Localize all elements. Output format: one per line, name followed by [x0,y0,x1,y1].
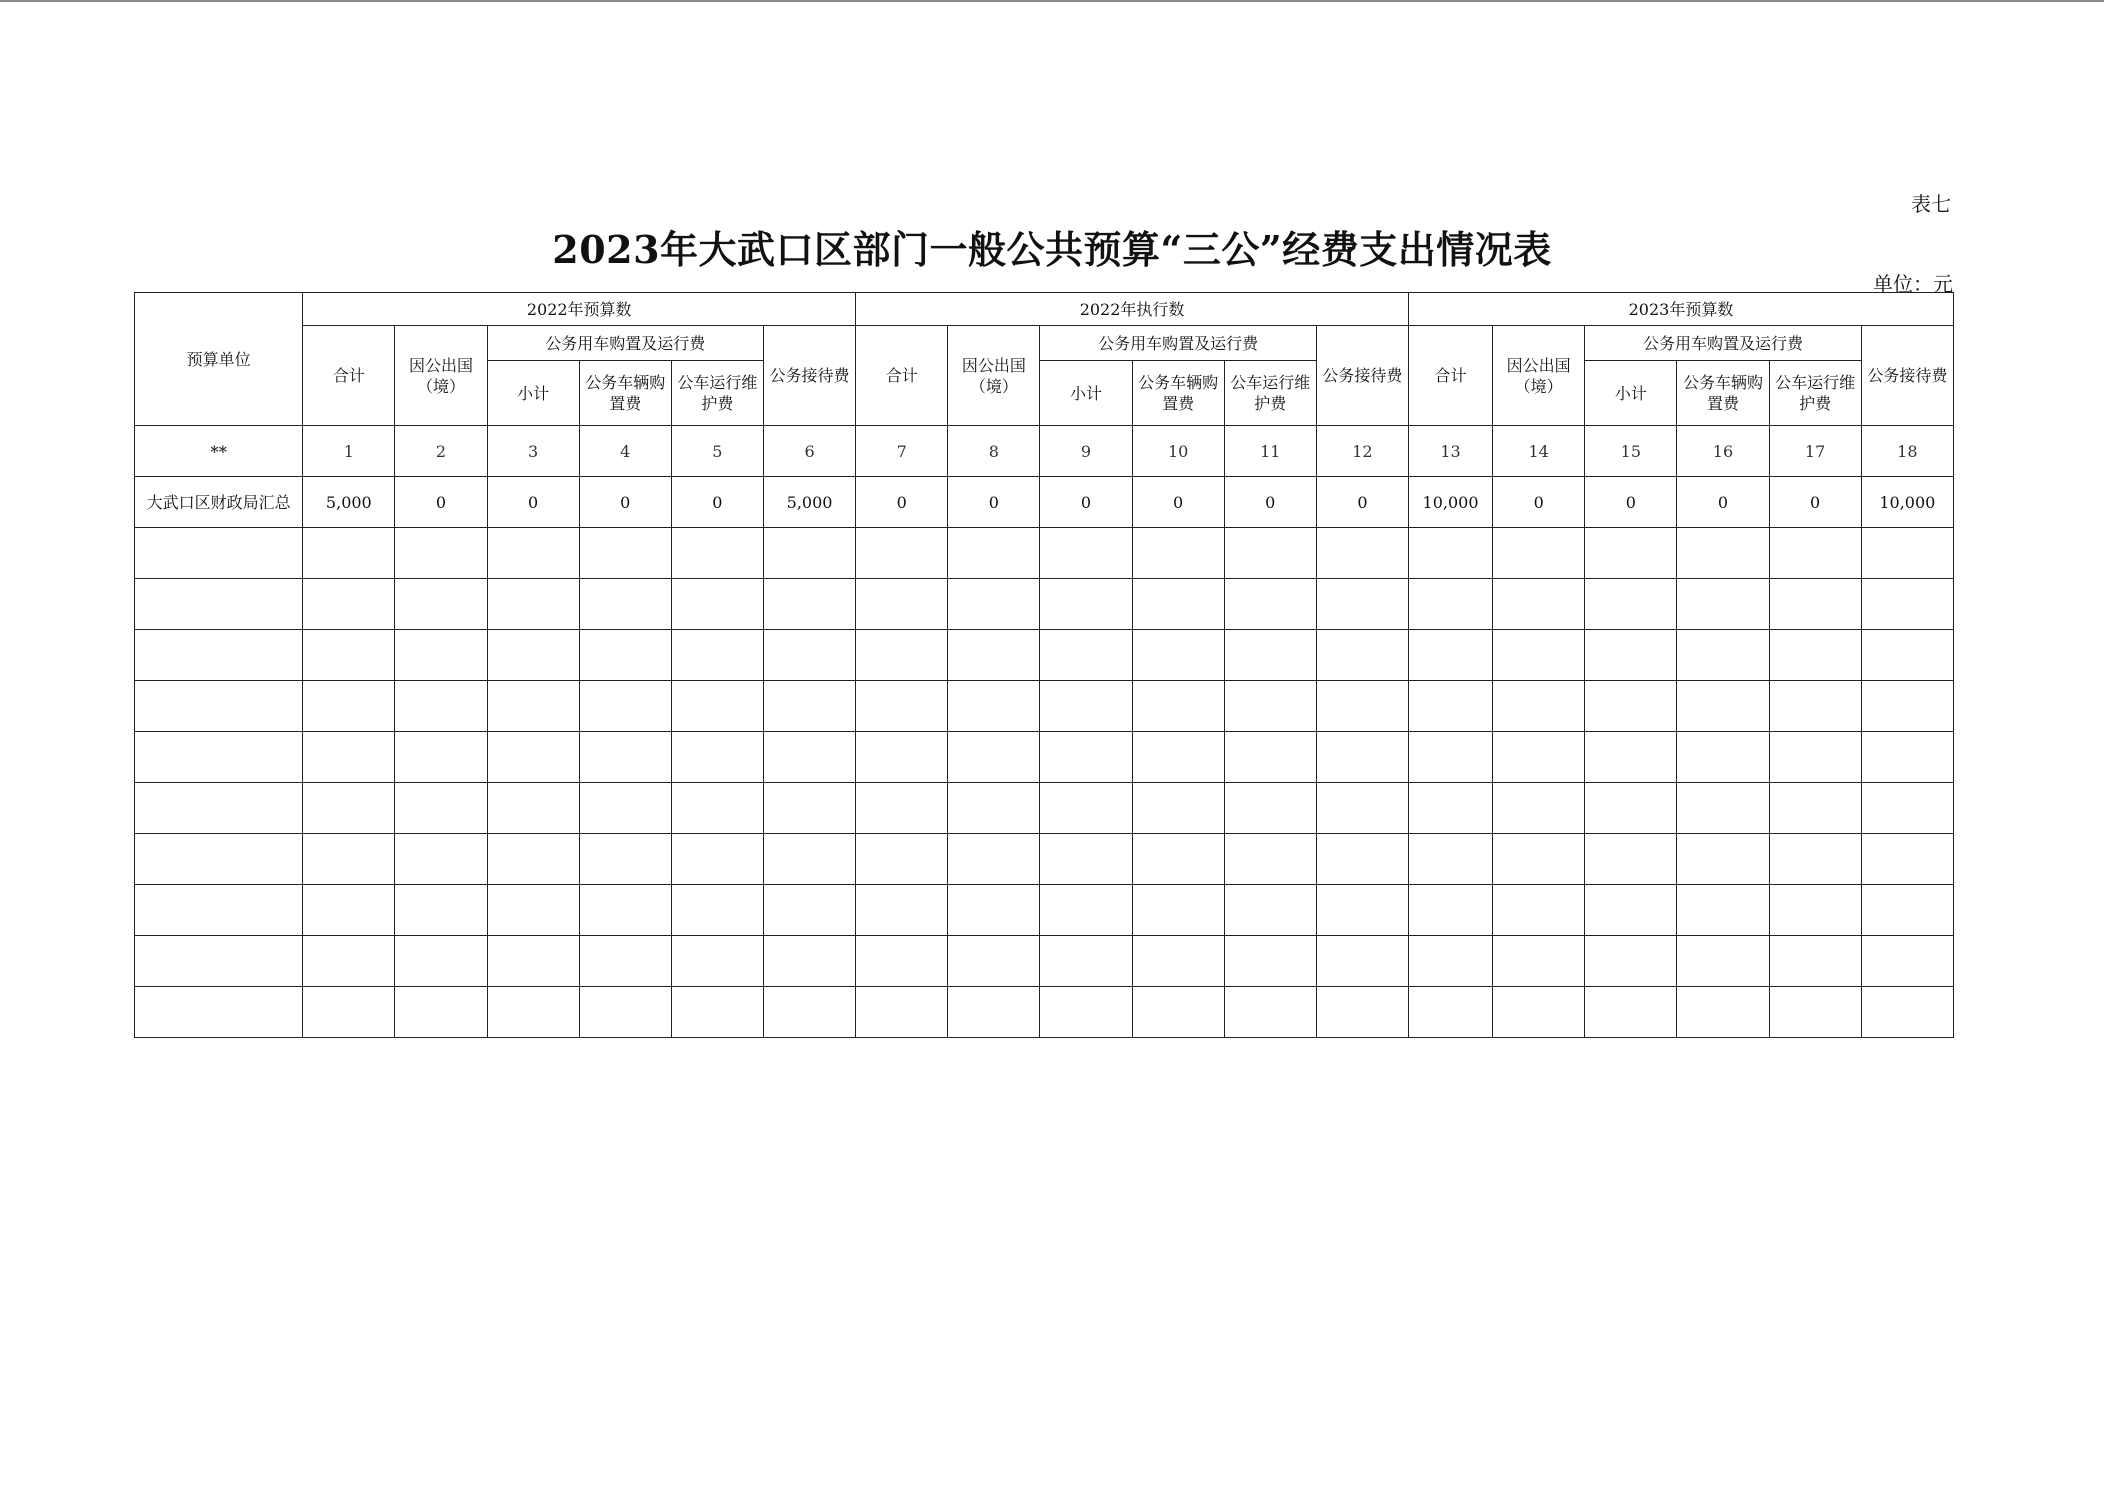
empty-cell [303,579,395,630]
empty-cell [395,987,487,1038]
empty-cell [1040,834,1132,885]
value-cell: 0 [1316,477,1408,528]
empty-cell [1132,528,1224,579]
total-header: 合计 [856,326,948,426]
empty-cell [1493,834,1585,885]
empty-cell [948,630,1040,681]
group-header: 2022年预算数 [303,293,856,326]
index-cell: 7 [856,426,948,477]
value-cell: 0 [1132,477,1224,528]
empty-cell [1316,630,1408,681]
empty-cell [1040,783,1132,834]
empty-cell [1132,885,1224,936]
empty-cell [671,681,763,732]
empty-cell [856,885,948,936]
empty-cell [1132,681,1224,732]
empty-cell [1132,987,1224,1038]
empty-cell [135,936,303,987]
empty-cell [1132,579,1224,630]
value-cell: 0 [1224,477,1316,528]
index-cell: 8 [948,426,1040,477]
empty-cell [303,732,395,783]
empty-cell [763,630,855,681]
empty-cell [395,681,487,732]
empty-cell [856,579,948,630]
empty-row [135,936,1954,987]
empty-cell [1224,579,1316,630]
empty-cell [1585,681,1677,732]
empty-row [135,885,1954,936]
abroad-header: 因公出国（境） [948,326,1040,426]
empty-cell [1861,834,1953,885]
empty-cell [1861,579,1953,630]
empty-cell [1493,528,1585,579]
empty-cell [1585,885,1677,936]
empty-cell [1408,732,1492,783]
empty-cell [1040,579,1132,630]
empty-cell [1861,783,1953,834]
empty-cell [671,783,763,834]
index-cell: 18 [1861,426,1953,477]
empty-cell [1493,630,1585,681]
empty-cell [1316,936,1408,987]
empty-cell [487,579,579,630]
empty-cell [1408,579,1492,630]
empty-cell [1040,885,1132,936]
empty-cell [1040,936,1132,987]
empty-cell [1408,630,1492,681]
value-cell: 0 [1585,477,1677,528]
empty-cell [948,783,1040,834]
empty-cell [671,528,763,579]
empty-cell [1224,732,1316,783]
index-cell: 11 [1224,426,1316,477]
index-cell: 3 [487,426,579,477]
empty-cell [487,528,579,579]
group-header: 2022年执行数 [856,293,1409,326]
value-cell: 0 [671,477,763,528]
empty-cell [856,987,948,1038]
index-cell: 13 [1408,426,1492,477]
empty-cell [948,579,1040,630]
empty-cell [671,987,763,1038]
empty-cell [303,987,395,1038]
empty-cell [135,528,303,579]
empty-cell [1677,783,1769,834]
empty-cell [1861,528,1953,579]
reception-header: 公务接待费 [1861,326,1953,426]
abroad-header: 因公出国（境） [395,326,487,426]
empty-cell [1861,681,1953,732]
empty-cell [579,732,671,783]
empty-cell [1493,681,1585,732]
empty-cell [763,681,855,732]
empty-cell [1677,987,1769,1038]
empty-cell [1408,681,1492,732]
empty-cell [671,834,763,885]
table-row [135,477,1954,528]
vehicle-group-header: 公务用车购置及运行费 [1585,326,1861,361]
empty-cell [763,579,855,630]
empty-cell [1769,579,1861,630]
maintenance-header: 公车运行维护费 [671,361,763,426]
empty-cell [763,783,855,834]
empty-cell [1316,732,1408,783]
empty-cell [1769,681,1861,732]
empty-cell [303,834,395,885]
empty-cell [579,528,671,579]
empty-cell [1861,732,1953,783]
vehicle-group-header: 公务用车购置及运行费 [487,326,763,361]
empty-cell [1493,936,1585,987]
value-cell: 10,000 [1408,477,1492,528]
empty-cell [1769,528,1861,579]
empty-row [135,834,1954,885]
empty-cell [487,732,579,783]
empty-cell [1132,936,1224,987]
maintenance-header: 公车运行维护费 [1224,361,1316,426]
empty-cell [671,732,763,783]
empty-cell [303,630,395,681]
empty-cell [1132,630,1224,681]
empty-cell [1677,630,1769,681]
empty-cell [579,681,671,732]
empty-cell [856,936,948,987]
budget-table [134,292,1954,1038]
empty-cell [1493,579,1585,630]
index-cell: 5 [671,426,763,477]
empty-cell [1677,579,1769,630]
empty-cell [1585,834,1677,885]
index-cell: 6 [763,426,855,477]
empty-cell [395,834,487,885]
empty-cell [395,528,487,579]
row-label: 大武口区财政局汇总 [135,477,303,528]
empty-cell [856,732,948,783]
group-header: 2023年预算数 [1408,293,1953,326]
abroad-header: 因公出国（境） [1493,326,1585,426]
value-cell: 0 [1040,477,1132,528]
empty-cell [1040,528,1132,579]
purchase-header: 公务车辆购置费 [1677,361,1769,426]
empty-cell [763,885,855,936]
empty-cell [1861,987,1953,1038]
index-cell: 12 [1316,426,1408,477]
index-cell: 9 [1040,426,1132,477]
empty-cell [135,681,303,732]
empty-cell [303,681,395,732]
empty-cell [948,528,1040,579]
empty-cell [395,885,487,936]
empty-cell [856,783,948,834]
table-number: 表七 [1911,192,1951,216]
empty-cell [1224,987,1316,1038]
unit-label: 单位：元 [1873,272,1953,296]
index-row [135,426,1954,477]
empty-cell [1132,732,1224,783]
empty-cell [856,834,948,885]
empty-cell [763,987,855,1038]
empty-cell [1677,732,1769,783]
empty-cell [948,936,1040,987]
empty-cell [948,834,1040,885]
empty-cell [579,783,671,834]
empty-cell [135,579,303,630]
empty-cell [1224,834,1316,885]
empty-cell [763,936,855,987]
empty-row [135,630,1954,681]
empty-cell [1677,885,1769,936]
empty-cell [135,783,303,834]
empty-cell [579,885,671,936]
empty-cell [1585,936,1677,987]
empty-row [135,528,1954,579]
empty-cell [1132,783,1224,834]
value-cell: 0 [1493,477,1585,528]
empty-cell [1224,783,1316,834]
empty-cell [1316,987,1408,1038]
empty-cell [1769,834,1861,885]
value-cell: 0 [1769,477,1861,528]
empty-row [135,681,1954,732]
empty-cell [1316,783,1408,834]
empty-cell [763,834,855,885]
value-cell: 5,000 [763,477,855,528]
value-cell: 5,000 [303,477,395,528]
empty-cell [948,681,1040,732]
empty-cell [1585,783,1677,834]
empty-cell [1408,936,1492,987]
empty-row [135,732,1954,783]
maintenance-header: 公车运行维护费 [1769,361,1861,426]
empty-cell [135,834,303,885]
value-cell: 0 [487,477,579,528]
empty-cell [487,630,579,681]
empty-cell [856,681,948,732]
empty-cell [487,681,579,732]
empty-cell [1677,528,1769,579]
empty-cell [1408,528,1492,579]
empty-cell [1224,885,1316,936]
value-cell: 0 [1677,477,1769,528]
value-cell: 0 [948,477,1040,528]
empty-cell [1493,732,1585,783]
empty-cell [1769,936,1861,987]
empty-cell [579,936,671,987]
page-title: 2023年大武口区部门一般公共预算“三公”经费支出情况表 [552,227,1552,272]
empty-cell [1408,783,1492,834]
empty-cell [1224,528,1316,579]
empty-cell [671,936,763,987]
empty-cell [1408,834,1492,885]
reception-header: 公务接待费 [1316,326,1408,426]
empty-cell [856,630,948,681]
empty-cell [1224,630,1316,681]
total-header: 合计 [303,326,395,426]
empty-cell [948,987,1040,1038]
unit-column-header: 预算单位 [135,293,303,426]
empty-cell [487,834,579,885]
empty-cell [763,732,855,783]
empty-cell [303,783,395,834]
index-cell: 10 [1132,426,1224,477]
subtotal-header: 小计 [1585,361,1677,426]
subtotal-header: 小计 [1040,361,1132,426]
empty-cell [1493,885,1585,936]
empty-cell [579,834,671,885]
purchase-header: 公务车辆购置费 [579,361,671,426]
vehicle-group-header: 公务用车购置及运行费 [1040,326,1316,361]
empty-cell [1861,936,1953,987]
subtotal-header: 小计 [487,361,579,426]
empty-cell [395,630,487,681]
empty-cell [395,732,487,783]
empty-cell [1861,885,1953,936]
empty-cell [303,528,395,579]
empty-cell [303,936,395,987]
empty-cell [1316,681,1408,732]
empty-cell [1040,987,1132,1038]
empty-cell [395,936,487,987]
index-cell: 4 [579,426,671,477]
empty-cell [135,987,303,1038]
empty-cell [395,783,487,834]
empty-cell [1040,681,1132,732]
index-cell: 14 [1493,426,1585,477]
purchase-header: 公务车辆购置费 [1132,361,1224,426]
empty-cell [1769,732,1861,783]
empty-cell [671,885,763,936]
reception-header: 公务接待费 [763,326,855,426]
empty-cell [135,885,303,936]
empty-cell [1769,987,1861,1038]
empty-cell [671,579,763,630]
empty-cell [1316,528,1408,579]
index-cell: 16 [1677,426,1769,477]
empty-cell [487,987,579,1038]
empty-cell [1316,834,1408,885]
empty-cell [1769,783,1861,834]
empty-row [135,987,1954,1038]
empty-row [135,579,1954,630]
empty-cell [487,783,579,834]
empty-cell [1677,681,1769,732]
empty-cell [1132,834,1224,885]
empty-cell [487,885,579,936]
total-header: 合计 [1408,326,1492,426]
empty-cell [1677,834,1769,885]
index-cell: 17 [1769,426,1861,477]
empty-cell [1408,987,1492,1038]
empty-cell [671,630,763,681]
index-cell: 2 [395,426,487,477]
top-border-line [0,0,2104,2]
value-cell: 10,000 [1861,477,1953,528]
empty-cell [1040,630,1132,681]
empty-cell [135,732,303,783]
index-cell: 1 [303,426,395,477]
empty-cell [1585,528,1677,579]
empty-cell [579,987,671,1038]
empty-cell [135,630,303,681]
empty-cell [1040,732,1132,783]
empty-cell [948,732,1040,783]
empty-cell [1493,987,1585,1038]
empty-cell [579,579,671,630]
index-cell: ** [135,426,303,477]
empty-cell [1316,579,1408,630]
value-cell: 0 [579,477,671,528]
index-cell: 15 [1585,426,1677,477]
empty-cell [1585,732,1677,783]
value-cell: 0 [395,477,487,528]
empty-cell [1224,681,1316,732]
empty-cell [1677,936,1769,987]
empty-cell [1493,783,1585,834]
empty-cell [579,630,671,681]
value-cell: 0 [856,477,948,528]
empty-cell [856,528,948,579]
empty-cell [487,936,579,987]
empty-cell [1408,885,1492,936]
empty-row [135,783,1954,834]
empty-cell [1224,936,1316,987]
empty-cell [1585,987,1677,1038]
empty-cell [1316,885,1408,936]
empty-cell [763,528,855,579]
empty-cell [1585,630,1677,681]
empty-cell [1769,630,1861,681]
empty-cell [395,579,487,630]
empty-cell [948,885,1040,936]
empty-cell [303,885,395,936]
empty-cell [1769,885,1861,936]
empty-cell [1585,579,1677,630]
empty-cell [1861,630,1953,681]
